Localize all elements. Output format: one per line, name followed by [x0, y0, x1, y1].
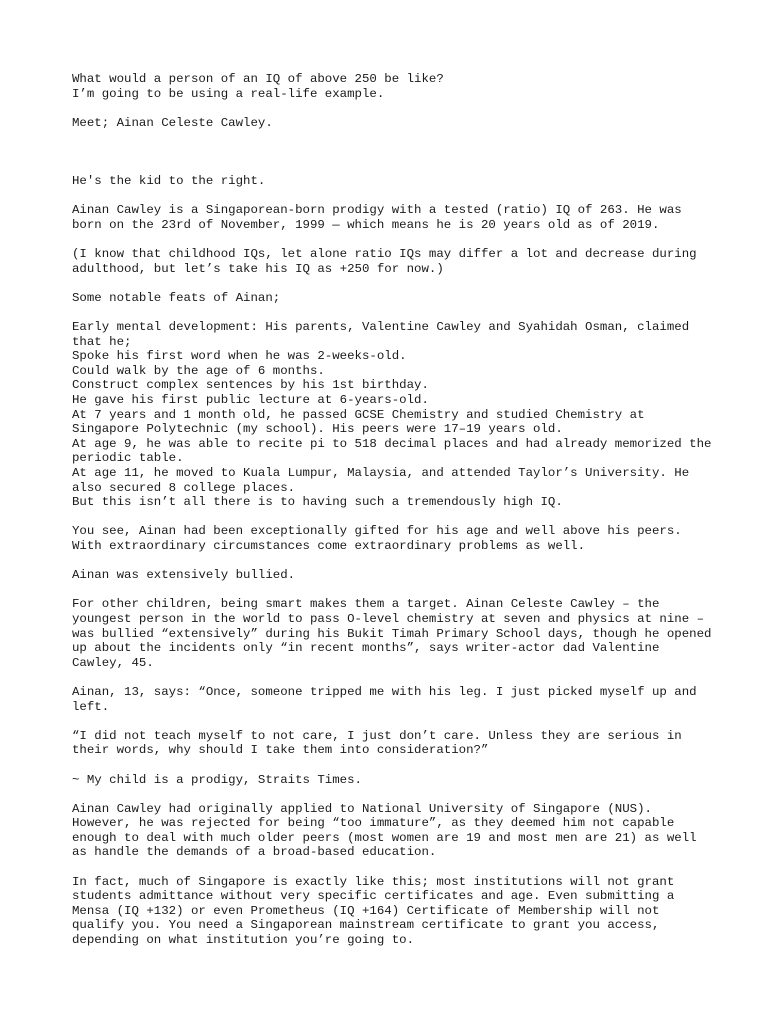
quote-paragraph-1: Ainan, 13, says: “Once, someone tripped me with his leg. I just picked myself up and left.	[72, 684, 697, 714]
disclaimer-paragraph: (I know that childhood IQs, let alone ratio IQs may differ a lot and decrease during adulthood, but let’s take his IQ as +250 for now.)	[72, 247, 697, 276]
text-line: Spoke his first word when he was 2-weeks-old.	[72, 349, 407, 364]
text-line: Early mental development: His parents, Valentine Cawley and Syahidah Osman, claimed that he;	[72, 320, 690, 349]
feats-list-paragraph	[72, 320, 712, 510]
text-line: Could walk by the age of 6 months.	[72, 363, 325, 378]
kid-caption-paragraph: He's the kid to the right.	[72, 174, 266, 189]
text-line: Construct complex sentences by his 1st birthday.	[72, 378, 429, 393]
nus-paragraph: Ainan Cawley had originally applied to National University of Singapore (NUS). However, he was rejected for being “too immature”, as they deemed him not capable enough to deal with much older peers (most women are 19 and most men are 21) as well as handle the demands of a broad-based education.	[72, 801, 697, 860]
gifted-paragraph	[72, 524, 712, 553]
bullied-paragraph: Ainan was extensively bullied.	[72, 568, 296, 583]
text-line: But this isn’t all there is to having such a tremendously high IQ.	[72, 495, 563, 510]
singapore-paragraph: In fact, much of Singapore is exactly like this; most institutions will not grant students admittance without very specific certificates and age. Even submitting a Mensa (IQ +132) or even Prometheus (IQ +164) Certificate of Membership will not qualify you. You need a Singaporean mainstream certificate to grant you access, depending on what institution you’re going to.	[72, 874, 675, 948]
image-placeholder-gap	[72, 145, 712, 174]
text-line: At 7 years and 1 month old, he passed GCSE Chemistry and studied Chemistry at Singapore Polytechnic (my school). His peers were 17–19 years old.	[72, 407, 645, 437]
text-line: With extraordinary circumstances come extraordinary problems as well.	[72, 539, 586, 553]
bullying-detail-paragraph: For other children, being smart makes them a target. Ainan Celeste Cawley – the youngest person in the world to pass O-level chemistry at seven and physics at nine – was bullied “extensively” during his Bukit Timah Primary School days, though he opened up about the incidents only “in recent months”, says writer-actor dad Valentine Cawley, 45.	[72, 597, 712, 670]
text-line: What would a person of an IQ of above 250 be like?	[72, 72, 444, 86]
document-page	[72, 72, 712, 962]
text-line: You see, Ainan had been exceptionally gifted for his age and well above his peers.	[72, 524, 682, 539]
intro-paragraph	[72, 72, 712, 101]
quote-paragraph-2: “I did not teach myself to not care, I just don’t care. Unless they are serious in their words, why should I take them into consideration?”	[72, 728, 682, 758]
text-line: At age 11, he moved to Kuala Lumpur, Malaysia, and attended Taylor’s University. He also secured 8 college places.	[72, 466, 690, 495]
source-citation: ~ My child is a prodigy, Straits Times.	[72, 772, 362, 787]
text-line: He gave his first public lecture at 6-years-old.	[72, 393, 429, 408]
feats-heading-paragraph: Some notable feats of Ainan;	[72, 290, 281, 305]
text-line: I’m going to be using a real-life example.	[72, 86, 385, 101]
meet-paragraph: Meet; Ainan Celeste Cawley.	[72, 115, 273, 130]
bio-paragraph: Ainan Cawley is a Singaporean-born prodigy with a tested (ratio) IQ of 263. He was born on the 23rd of November, 1999 — which means he is 20 years old as of 2019.	[72, 203, 682, 232]
text-line: At age 9, he was able to recite pi to 518 decimal places and had already memorized the periodic table.	[72, 436, 712, 466]
